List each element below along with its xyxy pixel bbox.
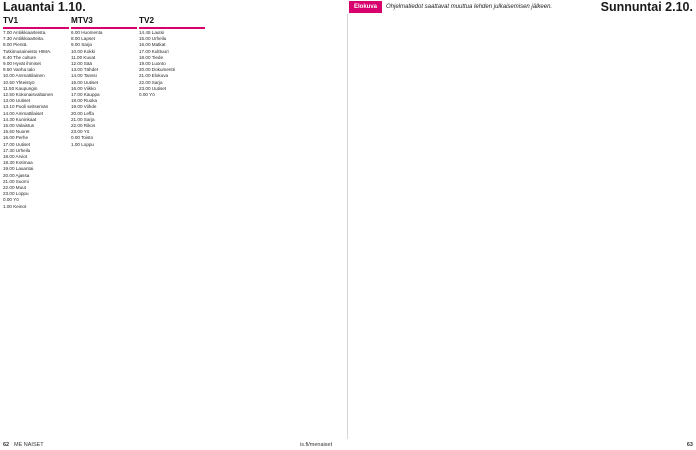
channel-heading: TV2 (139, 16, 155, 25)
listing-line: 21.00 Sarja (71, 116, 95, 122)
listing-line: 0.00 Yö (3, 197, 19, 203)
listing-line: 8.00 Lapset (71, 36, 96, 42)
listing-line: 1.00 Keinot (3, 203, 27, 209)
listing-line: 17.00 Kulttuuri (139, 48, 169, 54)
listing-line: 15.50 Nuoret (3, 129, 30, 135)
schedule-column (139, 16, 205, 439)
listing-line: 13.10 Puoli seitsemän (3, 104, 49, 110)
listing-line: 16.00 Perhe (3, 135, 29, 141)
listing-line: 1.00 Loppu (71, 141, 94, 147)
listing-line: 22.00 Rikos (71, 123, 96, 129)
listing-line: 0.00 Toisto (71, 135, 94, 141)
right-page (352, 16, 693, 439)
listing-line: 20.00 Leffa (71, 110, 94, 116)
listing-line: 20.00 Ajassa (3, 172, 30, 178)
disclaimer-text: Ohjelmatiedot saattavat muuttua lehden julkaisemisen jälkeen. (386, 4, 553, 10)
listing-line: 21.00 Elokuva (139, 73, 169, 79)
listing-line: 15.00 Urheilu (139, 36, 167, 42)
listing-line: 22.00 Muut (3, 185, 26, 191)
listing-line: 17.00 Kauppa (71, 92, 100, 98)
listing-line: 22.00 Sarja (139, 79, 163, 85)
listing-line: 18.00 Ruoka (71, 98, 98, 104)
listing-line: 19.00 Lauantai (3, 166, 34, 172)
listing-line: 14.00 Ammattilaiset (3, 110, 44, 116)
listing-line: 12.50 Kokonaisvaltainen (3, 92, 54, 98)
listing-line: 17.00 Uutiset (3, 141, 31, 147)
listing-line: Tutkimusaineisto HIMA. (3, 48, 52, 54)
listing-line: 10.00 Kokki (71, 48, 96, 54)
listing-line: 23.00 Uutiset (139, 85, 167, 91)
left-page (3, 16, 343, 439)
listing-3 (139, 30, 205, 98)
listing-line: 8.00 Pientä. (3, 42, 28, 48)
listing-line: 7.00 Antiikkiaarteista. (3, 30, 47, 35)
website-url: is.fi/menaiset (300, 442, 333, 448)
listing-line: 12.00 Sää (71, 61, 92, 67)
genre-legend-label: Elokuva (349, 1, 382, 13)
left-day-title: Lauantai 1.10. (3, 0, 86, 14)
listing-line: 19.00 Viihde (71, 104, 97, 110)
listing-line: 11.00 Kuvat (71, 54, 96, 60)
listing-line: 14.45 Lautsi (139, 30, 165, 35)
listing-line: 7.30 Antiikkiaarteita. (3, 36, 45, 42)
page-gutter (347, 14, 348, 439)
listing-line: 9.00 Hyvät ihmiset (3, 61, 41, 67)
listing-line: 18.00 Arviot (3, 154, 28, 160)
listing-line: 16.00 Viikko (71, 85, 96, 91)
listing-line: 0.00 Yö (139, 92, 155, 98)
listing-line: 9.00 Sarja (71, 42, 92, 48)
listing-line: 15.00 Uutiset (71, 79, 99, 85)
channel-heading: TV1 (3, 16, 19, 25)
listing-line: 18.00 Tiede (139, 54, 164, 60)
listing-line: 20.00 Dokumentti (139, 67, 176, 73)
channel-divider (71, 27, 137, 29)
listing-2 (71, 30, 137, 148)
listing-line: 13.00 Uutiset (3, 98, 31, 104)
channel-divider (3, 27, 69, 29)
listing-line: 18.30 Kotimaa (3, 160, 33, 166)
listing-line: 17.30 Urheilu (3, 147, 31, 153)
listing-line: 13.00 Tähdet (71, 67, 98, 73)
listing-line: 21.00 Suomi (3, 178, 29, 184)
listing-line: 23.00 Yö (71, 129, 90, 135)
page-header (0, 0, 696, 14)
listing-line: 6.00 Huomenta (71, 30, 103, 35)
right-day-title: Sunnuntai 2.10. (600, 0, 693, 14)
schedule-column (3, 16, 69, 439)
channel-heading: MTV3 (71, 16, 93, 25)
listing-line: 11.50 Kaupungin (3, 85, 38, 91)
listing-1 (3, 30, 69, 210)
listing-line: 19.00 Luonto (139, 61, 166, 67)
listing-line: 16.00 Matkat (139, 42, 166, 48)
listing-line: 8.40 The culture (3, 54, 37, 60)
channel-divider (139, 27, 205, 29)
magazine-name: ME NAISET (14, 442, 44, 448)
listing-line: 23.00 Loppu (3, 191, 29, 197)
schedule-column (71, 16, 137, 439)
listing-line: 15.00 Valaistus (3, 123, 35, 129)
listing-line: 14.30 Kuninkaat (3, 116, 37, 122)
left-page-number: 62 (3, 442, 10, 448)
right-page-number: 63 (686, 442, 693, 448)
listing-line: 10.50 Yhteistyö (3, 79, 35, 85)
listing-line: 14.00 Tanssi (71, 73, 97, 79)
listing-line: 9.50 Vanha talo (3, 67, 35, 73)
listing-line: 10.00 Ammattilainen (3, 73, 45, 79)
